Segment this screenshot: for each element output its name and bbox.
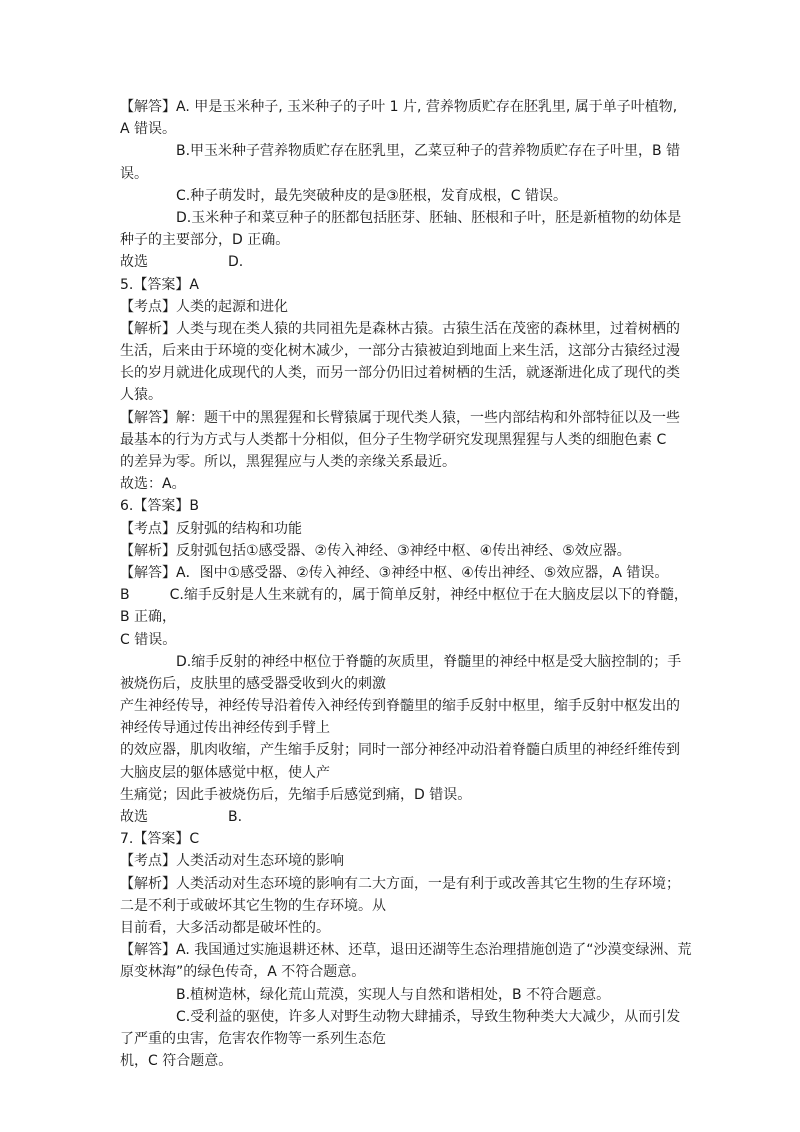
line-text: A. 甲是玉米种子, 玉米种子的子叶 1 片, 营养物质贮存在胚乳里, 属于单子叶植物, [176,99,678,115]
line-text: B 正确， [120,609,177,626]
line-text: 故选 [120,809,148,825]
text-line-20 [120,518,690,540]
line-text: 机，C 符合题意。 [120,1053,233,1070]
line-text: 反射弧的结构和功能 [176,520,302,537]
text-line-33 [120,806,690,828]
line-tail: B. [228,809,243,825]
text-line-7 [120,229,690,251]
text-line-29 [120,717,690,739]
section-label: 【考点】 [120,298,176,315]
section-label: 【解析】 [120,542,176,559]
section-label: 【解答】 [120,564,176,581]
line-text: 的效应器，肌肉收缩，产生缩手反射；同时一部分神经冲动沿着脊髓白质里的神经纤维传到 [120,742,680,759]
text-line-32 [120,784,690,806]
text-line-19 [120,495,690,517]
text-line-40 [120,961,690,983]
text-line-10 [120,296,690,318]
text-line-2 [120,118,690,140]
line-text: B.植树造林，绿化荒山荒漠，实现人与自然和谐相处，B 不符合题意。 [176,986,611,1003]
line-text: 误。 [120,165,148,182]
line-text: 产生神经传导，神经传导沿着传入神经传到脊髓里的缩手反射中枢里，缩手反射中枢发出的 [120,698,680,715]
line-text: A. 我国通过实施退耕还林、还草，退田还湖等生态治理措施创造了“沙漠变绿洲、荒 [176,942,692,959]
text-line-37 [120,895,690,917]
text-line-26 [120,651,690,673]
line-text: 了严重的虫害，危害农作物等一系列生态危 [120,1030,386,1047]
text-line-30 [120,739,690,761]
line-tail: D. [228,254,244,271]
line-text: C 错误。 [120,631,177,648]
text-line-21 [120,540,690,562]
text-line-8 [120,251,690,273]
text-line-25 [120,629,690,651]
text-line-24 [120,606,690,628]
text-line-15 [120,407,690,429]
line-text: 大脑皮层的躯体感觉中枢，使人产 [120,764,330,781]
text-line-34 [120,828,690,850]
text-line-44 [120,1050,690,1072]
line-text: 7.【答案】C [120,831,200,848]
document-body [120,96,690,1072]
section-label: 【解析】 [120,320,176,337]
line-text: 人类活动对生态环境的影响有二大方面，一是有利于或改善其它生物的生存环境； [176,875,680,892]
text-line-42 [120,1006,690,1028]
section-label: 【考点】 [120,853,176,870]
line-text: B.甲玉米种子营养物质贮存在胚乳里，乙菜豆种子的营养物质贮存在子叶里，B 错 [176,143,681,160]
line-text: 人类与现在类人猿的共同祖先是森林古猿。古猿生活在茂密的森林里，过着树栖的 [176,320,680,337]
text-line-17 [120,451,690,473]
section-label: 【考点】 [120,520,176,537]
line-text: 故选：A。 [120,476,186,493]
line-text: 神经传导通过传出神经传到手臂上 [120,720,330,737]
text-line-1 [120,96,690,118]
line-text: 人猿。 [120,387,162,404]
text-line-41 [120,984,690,1006]
line-text: 6.【答案】B [120,498,199,515]
text-line-16 [120,429,690,451]
line-text: B [120,587,130,604]
text-line-27 [120,673,690,695]
text-line-43 [120,1028,690,1050]
line-text: 目前看，大多活动都是破坏性的。 [120,919,330,936]
text-line-23 [120,584,690,606]
text-line-22 [120,562,690,584]
line-text: A 错误。 [120,121,177,138]
text-line-6 [120,207,690,229]
line-text: 种子的主要部分，D 正确。 [120,232,290,249]
text-line-4 [120,163,690,185]
line-text: 反射弧包括①感受器、②传入神经、③神经中枢、④传出神经、⑤效应器。 [176,542,631,559]
line-text: C.受利益的驱使，许多人对野生动物大肆捕杀，导致生物种类大大减少，从而引发 [176,1008,681,1025]
text-line-3 [120,140,690,162]
line-text: 人类活动对生态环境的影响 [176,853,344,870]
text-line-14 [120,384,690,406]
line-text: 长的岁月就进化成现代的人类，而另一部分仍旧过着树栖的生活，就逐渐进化成了现代的类 [120,365,680,382]
text-line-36 [120,873,690,895]
text-line-9 [120,274,690,296]
line-text: 人类的起源和进化 [176,298,288,315]
line-text: D.缩手反射的神经中枢位于脊髓的灰质里，脊髓里的神经中枢是受大脑控制的；手 [176,653,682,670]
line-text: D.玉米种子和菜豆种子的胚都包括胚芽、胚轴、胚根和子叶，胚是新植物的幼体是 [176,209,682,226]
line-text: 被烧伤后，皮肤里的感受器受收到火的刺激 [120,675,386,692]
line-text: 解：题干中的黑猩猩和长臂猿属于现代类人猿，一些内部结构和外部特征以及一些 [176,409,680,426]
text-line-11 [120,318,690,340]
text-line-28 [120,695,690,717]
text-line-31 [120,762,690,784]
line-text: C.种子萌发时，最先突破种皮的是③胚根，发育成根，C 错误。 [176,187,568,204]
text-line-12 [120,340,690,362]
line-text: 5.【答案】A [120,276,199,293]
text-line-38 [120,917,690,939]
line-text: 生活，后来由于环境的变化树木减少，一部分古猿被迫到地面上来生活，这部分古猿经过漫 [120,343,680,360]
text-line-39 [120,939,690,961]
line-text: 二是不利于或破坏其它生物的生存环境。从 [120,897,386,914]
text-line-5 [120,185,690,207]
text-line-18 [120,473,690,495]
line-text: A．图中①感受器、②传入神经、③神经中枢、④传出神经、⑤效应器，A 错误。 [176,564,669,581]
section-label: 【解答】 [120,99,176,115]
line-text: 生痛觉；因此手被烧伤后，先缩手后感觉到痛，D 错误。 [120,786,472,803]
line-text: 的差异为零。所以，黑猩猩应与人类的亲缘关系最近。 [120,454,456,470]
section-label: 【解答】 [120,942,176,959]
line-text: 故选 [120,254,148,271]
line-text: 最基本的行为方式与人类都十分相似，但分子生物学研究发现黑猩猩与人类的细胞色素 C [120,431,667,448]
text-line-13 [120,362,690,384]
line-text: 原变林海”的绿色传奇，A 不符合题意。 [120,964,366,981]
section-label: 【解析】 [120,875,176,892]
line-tail: C.缩手反射是人生来就有的，属于简单反射，神经中枢位于在大脑皮层以下的脊髓， [169,587,688,604]
text-line-35 [120,850,690,872]
section-label: 【解答】 [120,409,176,426]
